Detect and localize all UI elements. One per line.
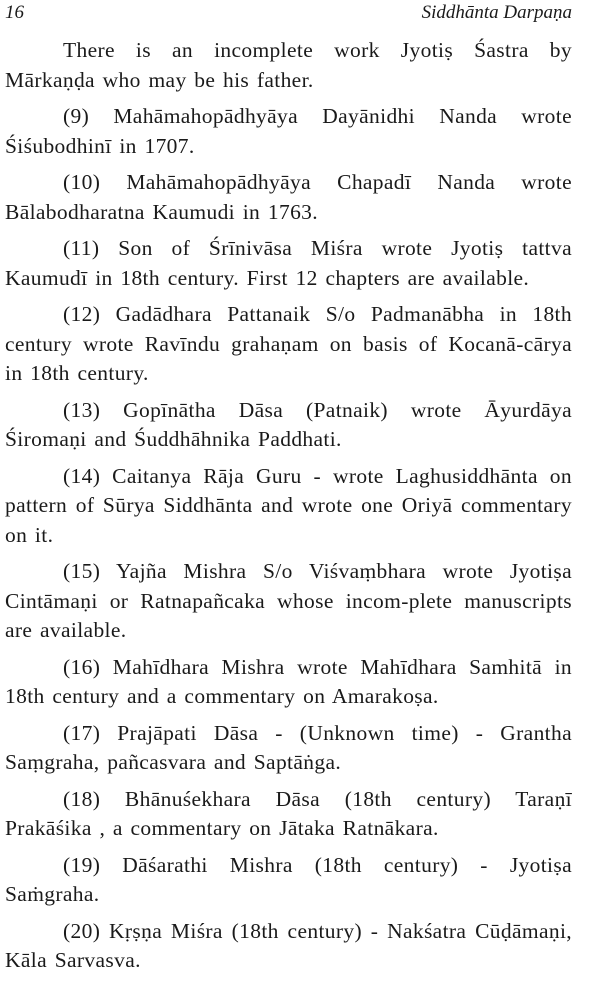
paragraph-item-13: (13) Gopīnātha Dāsa (Patnaik) wrote Āyurdāya Śiromaṇi and Śuddhāhnika Paddhati. — [5, 397, 572, 451]
page-number: 16 — [5, 2, 24, 23]
paragraph-item-19: (19) Dāśarathi Mishra (18th century) - Jyotiṣa Saṁgraha. — [5, 852, 572, 906]
paragraph-item-12: (12) Gadādhara Pattanaik S/o Padmanābha in 18th century wrote Ravīndu grahaṇam on basis of Kocanā-cārya in 18th century. — [5, 302, 572, 385]
paragraph-item-11: (11) Son of Śrīnivāsa Miśra wrote Jyotiṣ tattva Kaumudī in 18th century. First 12 chapters are available. — [5, 236, 572, 290]
paragraph-item-20: (20) Kṛṣṇa Miśra (18th century) - Nakśatra Cūḍāmaṇi, Kāla Sarvasva. — [5, 918, 572, 972]
running-title: Siddhānta Darpaṇa — [421, 2, 572, 23]
paragraph-item-17: (17) Prajāpati Dāsa - (Unknown time) - Grantha Saṃgraha, pañcasvara and Saptāṅga. — [5, 720, 572, 774]
paragraph-item-15: (15) Yajña Mishra S/o Viśvaṃbhara wrote Jyotiṣa Cintāmaṇi or Ratnapañcaka whose incom-plete manuscripts are available. — [5, 559, 572, 642]
paragraph-item-18: (18) Bhānuśekhara Dāsa (18th century) Taraṇī Prakāśika , a commentary on Jātaka Ratnākara. — [5, 786, 572, 840]
paragraph-item-9: (9) Mahāmahopādhyāya Dayānidhi Nanda wrote Śiśubodhinī in 1707. — [5, 104, 572, 158]
paragraph-item-10: (10) Mahāmahopādhyāya Chapadī Nanda wrote Bālabodharatna Kaumudi in 1763. — [5, 170, 572, 224]
paragraph-item-14: (14) Caitanya Rāja Guru - wrote Laghusiddhānta on pattern of Sūrya Siddhānta and wrote one Oriyā commentary on it. — [5, 463, 572, 547]
paragraph-item-16: (16) Mahīdhara Mishra wrote Mahīdhara Samhitā in 18th century and a commentary on Amarakoṣa. — [5, 654, 572, 708]
running-header — [5, 2, 572, 24]
body-text — [5, 36, 572, 983]
paragraph-intro: There is an incomplete work Jyotiṣ Śastra by Mārkaṇḍa who may be his father. — [5, 38, 572, 92]
